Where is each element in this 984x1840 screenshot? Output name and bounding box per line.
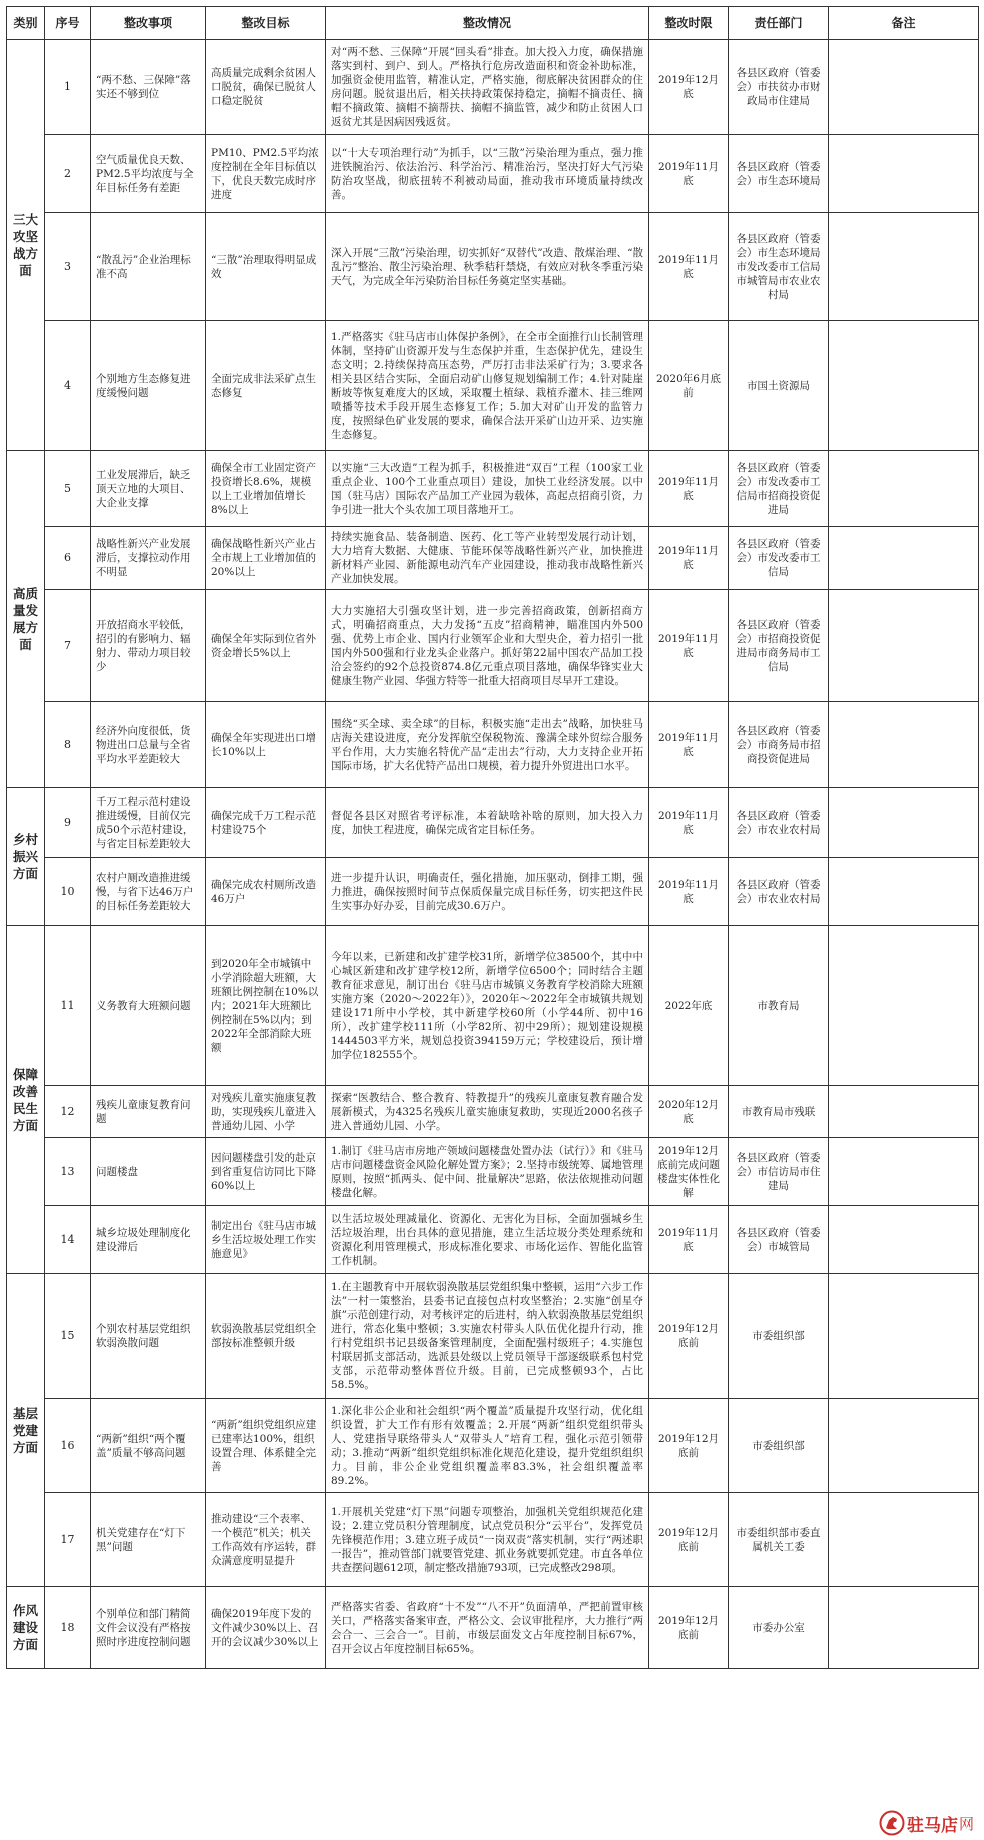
category-label: 保障改善民生方面 xyxy=(7,926,45,1274)
rectification-goal: 全面完成非法采矿点生态修复 xyxy=(206,321,326,451)
rectification-item: 义务教育大班额问题 xyxy=(91,926,206,1086)
header-category: 类别 xyxy=(7,7,45,40)
row-number: 10 xyxy=(45,858,91,926)
header-department: 责任部门 xyxy=(729,7,829,40)
rectification-situation: 大力实施招大引强攻坚计划，进一步完善招商政策，创新招商方式，明确招商重点，大力发扬“五皮”招商精神，瞄准国内外500强、优势上市企业、国内行业领军企业和大型央企，着力招引一批国内外500强和行业龙头企业落户。抓好第22届中国农产品加工投洽会签约的92个总投资874.8亿元重点项目落地，确保华锋实业大健康生物产业园、华强方特等一批重大招商项目尽早开工建设。 xyxy=(326,590,649,702)
rectification-goal: “两新”组织党组织应建已建率达100%，组织设置合理、体系健全完善 xyxy=(206,1399,326,1493)
rectification-item: “两新”组织“两个覆盖”质量不够高问题 xyxy=(91,1399,206,1493)
rectification-item: 经济外向度很低，货物进出口总量与全省平均水平差距较大 xyxy=(91,702,206,788)
responsible-department: 市委办公室 xyxy=(729,1587,829,1669)
responsible-department: 各县区政府（管委会）市生态环境局市发改委市工信局市城管局市农业农村局 xyxy=(729,213,829,321)
responsible-department: 市委组织部 xyxy=(729,1274,829,1399)
horse-logo-icon xyxy=(879,1810,905,1836)
row-number: 4 xyxy=(45,321,91,451)
rectification-situation: 严格落实省委、省政府“十不发”“八不开”负面清单，严把前置审核关口，严格落实备案审查，严格公文、会议审批程序，大力推行“两会合一、三会合一”。目前，市级层面发文占年度控制目标67%，召开会议占年度控制目标65%。 xyxy=(326,1587,649,1669)
row-number: 17 xyxy=(45,1493,91,1587)
rectification-situation: 1.开展机关党建“灯下黑”问题专项整治，加强机关党组织规范化建设；2.建立党员积分管理制度，试点党员积分“云平台”，发挥党员先锋模范作用；3.建立班子成员“一岗双责”落实机制，实行“两述职一报告”，推动管部门就要管党建、抓业务就要抓党建。市直各单位共查摆问题612项，制定整改措施793项，已完成整改298项。 xyxy=(326,1493,649,1587)
rectification-goal: 软弱涣散基层党组织全部按标准整顿升级 xyxy=(206,1274,326,1399)
table-row xyxy=(7,1399,979,1493)
remark-cell xyxy=(829,213,979,321)
rectification-table xyxy=(6,6,979,1669)
rectification-item: 个别地方生态修复进度缓慢问题 xyxy=(91,321,206,451)
responsible-department: 市国土资源局 xyxy=(729,321,829,451)
responsible-department: 市教育局 xyxy=(729,926,829,1086)
rectification-goal: 推动建设“三个表率、一个模范”机关；机关工作高效有序运转，群众满意度明显提升 xyxy=(206,1493,326,1587)
rectification-situation: 探索“医教结合、整合教育、特教提升”的残疾儿童康复教育融合发展新模式，为4325名残疾儿童实施康复救助，实现近2000名孩子进入普通幼儿园、小学。 xyxy=(326,1086,649,1138)
rectification-situation: 进一步提升认识，明确责任，强化措施，加压驱动，倒排工期，强力推进，确保按照时间节点保质保量完成目标任务，切实把这件民生实事办好办妥，目前完成30.6万户。 xyxy=(326,858,649,926)
row-number: 3 xyxy=(45,213,91,321)
row-number: 14 xyxy=(45,1206,91,1274)
rectification-deadline: 2019年11月底 xyxy=(649,1206,729,1274)
rectification-item: 农村户厕改造推进缓慢，与省下达46万户的目标任务差距较大 xyxy=(91,858,206,926)
table-row xyxy=(7,1206,979,1274)
category-label: 三大攻坚战方面 xyxy=(7,40,45,451)
table-row xyxy=(7,858,979,926)
table-row xyxy=(7,1274,979,1399)
table-row xyxy=(7,451,979,527)
row-number: 11 xyxy=(45,926,91,1086)
watermark-suffix: 网 xyxy=(958,1814,974,1833)
responsible-department: 各县区政府（管委会）市发改委市工信局市招商投资促进局 xyxy=(729,451,829,527)
rectification-situation: 以生活垃圾处理减量化、资源化、无害化为目标，全面加强城乡生活垃圾治理，出台具体的意见措施，建立生活垃圾分类处理系统和资源化利用管理模式，形成标准化要求、市场化运作、智能化监管工作机制。 xyxy=(326,1206,649,1274)
row-number: 1 xyxy=(45,40,91,135)
responsible-department: 各县区政府（管委会）市农业农村局 xyxy=(729,788,829,858)
rectification-goal: 制定出台《驻马店市城乡生活垃圾处理工作实施意见》 xyxy=(206,1206,326,1274)
rectification-deadline: 2022年底 xyxy=(649,926,729,1086)
rectification-item: 个别单位和部门精简文件会议没有严格按照时序进度控制问题 xyxy=(91,1587,206,1669)
rectification-situation: 深入开展“三散”污染治理，切实抓好“双替代”改造、散煤治理、“散乱污”整治、散尘污染治理、秋季秸秆禁烧，有效应对秋冬季重污染天气，为完成全年污染防治目标任务奠定坚实基础。 xyxy=(326,213,649,321)
table-row xyxy=(7,1587,979,1669)
responsible-department: 各县区政府（管委会）市发改委市工信局 xyxy=(729,527,829,590)
remark-cell xyxy=(829,527,979,590)
header-deadline: 整改时限 xyxy=(649,7,729,40)
row-number: 5 xyxy=(45,451,91,527)
row-number: 16 xyxy=(45,1399,91,1493)
rectification-goal: 因问题楼盘引发的赴京到省重复信访同比下降60%以上 xyxy=(206,1138,326,1206)
header-situation: 整改情况 xyxy=(326,7,649,40)
responsible-department: 各县区政府（管委会）市扶贫办市财政局市住建局 xyxy=(729,40,829,135)
table-row xyxy=(7,1138,979,1206)
watermark-brand: 驻马店 xyxy=(906,1815,958,1836)
remark-cell xyxy=(829,451,979,527)
row-number: 15 xyxy=(45,1274,91,1399)
rectification-goal: 确保完成千万工程示范村建设75个 xyxy=(206,788,326,858)
rectification-situation: 持续实施食品、装备制造、医药、化工等产业转型发展行动计划，大力培育大数据、大健康、节能环保等战略性新兴产业，加快推进新材料产业园、新能源电动汽车产业园建设，推动我市战略性新兴产业加快发展。 xyxy=(326,527,649,590)
row-number: 9 xyxy=(45,788,91,858)
rectification-deadline: 2020年12月底 xyxy=(649,1086,729,1138)
rectification-deadline: 2019年12月底前 xyxy=(649,1399,729,1493)
remark-cell xyxy=(829,1138,979,1206)
rectification-deadline: 2019年11月底 xyxy=(649,858,729,926)
table-row xyxy=(7,40,979,135)
header-number: 序号 xyxy=(45,7,91,40)
row-number: 8 xyxy=(45,702,91,788)
table-row xyxy=(7,1086,979,1138)
site-watermark xyxy=(879,1810,974,1836)
row-number: 18 xyxy=(45,1587,91,1669)
responsible-department: 市委组织部市委直属机关工委 xyxy=(729,1493,829,1587)
responsible-department: 市委组织部 xyxy=(729,1399,829,1493)
rectification-deadline: 2019年11月底 xyxy=(649,590,729,702)
remark-cell xyxy=(829,926,979,1086)
table-row xyxy=(7,213,979,321)
remark-cell xyxy=(829,1206,979,1274)
table-row xyxy=(7,1493,979,1587)
rectification-goal: 确保完成农村厕所改造46万户 xyxy=(206,858,326,926)
category-label: 基层党建方面 xyxy=(7,1274,45,1587)
table-row xyxy=(7,527,979,590)
row-number: 7 xyxy=(45,590,91,702)
rectification-goal: “三散”治理取得明显成效 xyxy=(206,213,326,321)
responsible-department: 各县区政府（管委会）市招商投资促进局市商务局市工信局 xyxy=(729,590,829,702)
table-row xyxy=(7,321,979,451)
rectification-situation: 1.严格落实《驻马店市山体保护条例》，在全市全面推行山长制管理体制，坚持矿山资源开发与生态保护并重，生态保护优先，建设生态文明；2.持续保持高压态势，严厉打击非法采矿行为；3.要求各相关县区结合实际，全面启动矿山修复规划编制工作；4.针对陡崖断坡等恢复难度大的区域，采取覆土植绿、栽植乔灌木、挂三维网喷播等技术手段开展生态修复工作；5.加大对矿山开发的监管力度，按照绿色矿业发展的要求，确保合法开采矿山边开采、边实施生态修复。 xyxy=(326,321,649,451)
header-goal: 整改目标 xyxy=(206,7,326,40)
rectification-deadline: 2020年6月底前 xyxy=(649,321,729,451)
row-number: 12 xyxy=(45,1086,91,1138)
rectification-deadline: 2019年11月底 xyxy=(649,788,729,858)
rectification-deadline: 2019年11月底 xyxy=(649,702,729,788)
remark-cell xyxy=(829,1587,979,1669)
rectification-item: 空气质量优良天数、PM2.5平均浓度与全年目标任务有差距 xyxy=(91,135,206,213)
rectification-situation: 1.在主题教育中开展软弱涣散基层党组织集中整顿，运用“六步工作法”一村一策整治，县委书记直接包点村攻坚整治；2.实施“创星夺旗”示范创建行动，对考核评定的后进村，纳入软弱涣散基层党组织进行，常态化集中整顿；3.实施农村带头人队伍优化提升行动，推行村党组织书记县级备案管理制度，全面配强村级班子；4.实施包村联居抓支部活动，选派县处级以上党员领导干部逐级联系包村党支部，示范带动整体晋位升级。目前，已完成整顿93个，占比58.5%。 xyxy=(326,1274,649,1399)
rectification-goal: 对残疾儿童实施康复教助，实现残疾儿童进入普通幼儿园、小学 xyxy=(206,1086,326,1138)
remark-cell xyxy=(829,702,979,788)
remark-cell xyxy=(829,135,979,213)
remark-cell xyxy=(829,1274,979,1399)
row-number: 6 xyxy=(45,527,91,590)
table-row xyxy=(7,702,979,788)
table-row xyxy=(7,788,979,858)
rectification-situation: 1.深化非公企业和社会组织“两个覆盖”质量提升攻坚行动，优化组织设置，扩大工作有形有效覆盖；2.开展“两新”组织党组织带头人、党建指导联络带头人“双带头人”培育工程，强化示范引领带动；3.推动“两新”组织党组织标准化规范化建设，提升党组织组织力。目前，非公企业党组织覆盖率83.3%，社会组织覆盖率89.2%。 xyxy=(326,1399,649,1493)
remark-cell xyxy=(829,788,979,858)
rectification-deadline: 2019年12月底前 xyxy=(649,1493,729,1587)
rectification-situation: 今年以来，已新建和改扩建学校31所，新增学位38500个，其中中心城区新建和改扩建学校12所，新增学位6500个；同时结合主题教育征求意见，制订出台《驻马店市城镇义务教育学校消除大班额实施方案（2020～2022年）》，2020年～2022年全市城镇共规划建设171所中小学校，其中新建学校60所（小学44所、初中16所），改扩建学校111所（小学82所、初中29所）；规划建设规模1444503平方米，规划总投资394159万元；学校建设后，预计增加学位182555个。 xyxy=(326,926,649,1086)
remark-cell xyxy=(829,1493,979,1587)
rectification-item: 城乡垃圾处理制度化建设滞后 xyxy=(91,1206,206,1274)
rectification-deadline: 2019年12月底前 xyxy=(649,1274,729,1399)
rectification-deadline: 2019年12月底 xyxy=(649,40,729,135)
table-body xyxy=(7,40,979,1669)
rectification-item: 机关党建存在“灯下黑”问题 xyxy=(91,1493,206,1587)
rectification-deadline: 2019年11月底 xyxy=(649,451,729,527)
rectification-deadline: 2019年11月底 xyxy=(649,213,729,321)
table-header xyxy=(7,7,979,40)
rectification-goal: 确保全市工业固定资产投资增长8.6%，规模以上工业增加值增长8%以上 xyxy=(206,451,326,527)
responsible-department: 各县区政府（管委会）市商务局市招商投资促进局 xyxy=(729,702,829,788)
rectification-goal: 确保全年实际到位省外资金增长5%以上 xyxy=(206,590,326,702)
rectification-item: “散乱污”企业治理标准不高 xyxy=(91,213,206,321)
responsible-department: 各县区政府（管委会）市农业农村局 xyxy=(729,858,829,926)
row-number: 2 xyxy=(45,135,91,213)
rectification-situation: 以“十大专项治理行动”为抓手，以“三散”污染治理为重点，强力推进铁腕治污、依法治污、科学治污、精准治污，坚决打好大气污染防治攻坚战，彻底扭转不利被动局面，推动我市环境质量持续改善。 xyxy=(326,135,649,213)
rectification-deadline: 2019年11月底 xyxy=(649,527,729,590)
rectification-item: “两不愁、三保障”落实还不够到位 xyxy=(91,40,206,135)
rectification-goal: 确保2019年度下发的文件减少30%以上、召开的会议减少30%以上 xyxy=(206,1587,326,1669)
rectification-item: 问题楼盘 xyxy=(91,1138,206,1206)
responsible-department: 市教育局市残联 xyxy=(729,1086,829,1138)
rectification-item: 千万工程示范村建设推进缓慢，目前仅完成50个示范村建设，与省定目标差距较大 xyxy=(91,788,206,858)
rectification-situation: 对“两不愁、三保障”开展“回头看”排查。加大投入力度，确保措施落实到村、到户、到人。严格执行危房改造面积和资金补助标准，加强资金使用监管，精准认定，严格实施，彻底解决贫困群众的住房问题。脱贫退出后，相关扶持政策保持稳定，摘帽不摘责任、摘帽不摘政策、摘帽不摘帮扶、摘帽不摘监管，减少和防止贫困人口返贫尤其是因病因残返贫。 xyxy=(326,40,649,135)
remark-cell xyxy=(829,1399,979,1493)
rectification-goal: 高质量完成剩余贫困人口脱贫，确保已脱贫人口稳定脱贫 xyxy=(206,40,326,135)
remark-cell xyxy=(829,1086,979,1138)
rectification-item: 个别农村基层党组织软弱涣散问题 xyxy=(91,1274,206,1399)
rectification-item: 开放招商水平较低，招引的有影响力、辐射力、带动力项目较少 xyxy=(91,590,206,702)
rectification-goal: PM10、PM2.5平均浓度控制在全年目标值以下，优良天数完成时序进度 xyxy=(206,135,326,213)
category-label: 乡村振兴方面 xyxy=(7,788,45,926)
remark-cell xyxy=(829,590,979,702)
table-row xyxy=(7,926,979,1086)
rectification-situation: 以实施“三大改造”工程为抓手，积极推进“双百”工程（100家工业重点企业、100个工业重点项目）建设，加快工业经济发展。以中国（驻马店）国际农产品加工产业园为载体，高起点招商引资，力争引进一批大个头农加工项目落地开工。 xyxy=(326,451,649,527)
rectification-goal: 确保全年实现进出口增长10%以上 xyxy=(206,702,326,788)
rectification-item: 残疾儿童康复教育问题 xyxy=(91,1086,206,1138)
category-label: 高质量发展方面 xyxy=(7,451,45,788)
rectification-deadline: 2019年11月底 xyxy=(649,135,729,213)
remark-cell xyxy=(829,321,979,451)
rectification-deadline: 2019年12月底前 xyxy=(649,1587,729,1669)
rectification-goal: 到2020年全市城镇中小学消除超大班额，大班额比例控制在10%以内；2021年大班额比例控制在5%以内；到2022年全部消除大班额 xyxy=(206,926,326,1086)
rectification-item: 战略性新兴产业发展滞后，支撑拉动作用不明显 xyxy=(91,527,206,590)
remark-cell xyxy=(829,858,979,926)
header-item: 整改事项 xyxy=(91,7,206,40)
rectification-item: 工业发展滞后，缺乏顶天立地的大项目、大企业支撑 xyxy=(91,451,206,527)
remark-cell xyxy=(829,40,979,135)
row-number: 13 xyxy=(45,1138,91,1206)
rectification-goal: 确保战略性新兴产业占全市规上工业增加值的20%以上 xyxy=(206,527,326,590)
rectification-situation: 督促各县区对照省考评标准，本着缺啥补啥的原则，加大投入力度，加快工程进度，确保完成省定目标任务。 xyxy=(326,788,649,858)
rectification-situation: 围绕“买全球、卖全球”的目标，积极实施“走出去”战略，加快驻马店海关建设进度，充分发挥航空保税物流、豫满全球外贸综合服务平台作用，大力实施名特优产品“走出去”行动，大力支持企业开拓国际市场，扩大名优特产品出口规模，着力提升外贸进出口水平。 xyxy=(326,702,649,788)
responsible-department: 各县区政府（管委会）市城管局 xyxy=(729,1206,829,1274)
header-remark: 备注 xyxy=(829,7,979,40)
responsible-department: 各县区政府（管委会）市信访局市住建局 xyxy=(729,1138,829,1206)
table-row xyxy=(7,135,979,213)
table-row xyxy=(7,590,979,702)
rectification-situation: 1.制订《驻马店市房地产领域问题楼盘处置办法（试行）》和《驻马店市问题楼盘资金风险化解处置方案》；2.坚持市级统筹、属地管理原则，按照“抓两头、促中间、批量解决”思路，依法依规推动问题楼盘化解。 xyxy=(326,1138,649,1206)
rectification-deadline: 2019年12月底前完成问题楼盘实体性化解 xyxy=(649,1138,729,1206)
category-label: 作风建设方面 xyxy=(7,1587,45,1669)
responsible-department: 各县区政府（管委会）市生态环境局 xyxy=(729,135,829,213)
